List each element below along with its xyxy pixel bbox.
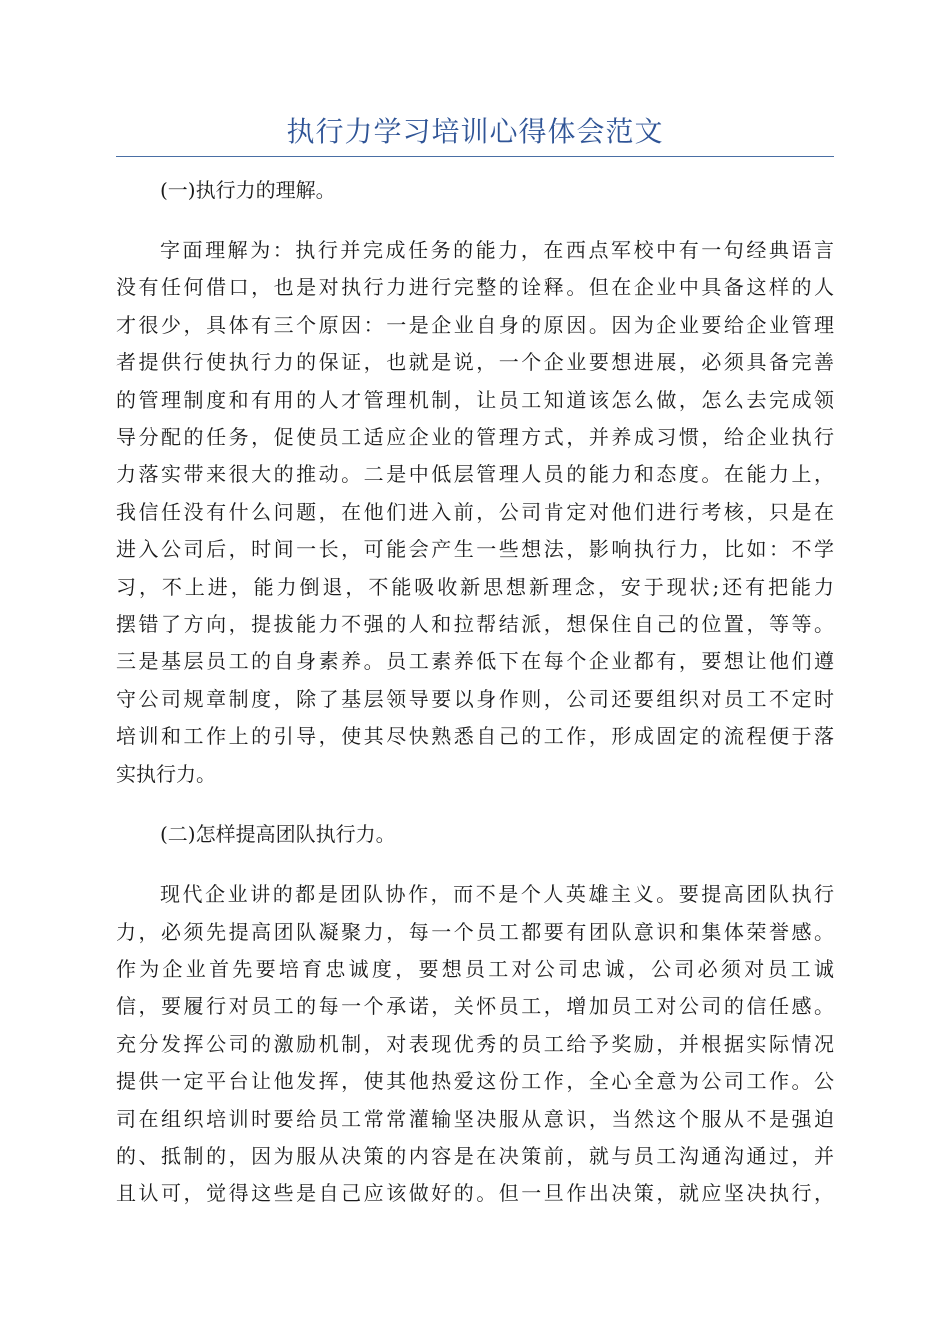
paragraph-line: 信，要履行对员工的每一个承诺，关怀员工，增加员工对公司的信任感。	[116, 994, 834, 1019]
document-title: 执行力学习培训心得体会范文	[286, 115, 664, 148]
paragraph-line: 我信任没有什么问题，在他们进入前，公司肯定对他们进行考核，只是在	[116, 499, 834, 524]
document-body	[116, 172, 834, 1236]
paragraph-line: 者提供行使执行力的保证，也就是说，一个企业要想进展，必须具备完善	[116, 350, 834, 375]
paragraph-line: 作为企业首先要培育忠诚度，要想员工对公司忠诚，公司必须对员工诚	[116, 956, 834, 981]
paragraph-line: 培训和工作上的引导，使其尽快熟悉自己的工作，形成固定的流程便于落	[116, 724, 834, 749]
paragraph-line: 且认可，觉得这些是自己应该做好的。但一旦作出决策，就应坚决执行，	[116, 1181, 834, 1206]
paragraph-line: 的、抵制的，因为服从决策的内容是在决策前，就与员工沟通沟通过，并	[116, 1143, 834, 1168]
paragraph-line: 三是基层员工的自身素养。员工素养低下在每个企业都有，要想让他们遵	[116, 649, 834, 674]
section-1-paragraph	[116, 232, 834, 793]
paragraph-line: 实执行力。	[116, 761, 216, 786]
paragraph-line: 才很少，具体有三个原因：一是企业自身的原因。因为企业要给企业管理	[116, 312, 834, 337]
paragraph-line: 力，必须先提高团队凝聚力，每一个员工都要有团队意识和集体荣誉感。	[116, 919, 834, 944]
paragraph-line: 力落实带来很大的推动。二是中低层管理人员的能力和态度。在能力上，	[116, 462, 834, 487]
section-2-heading: (二)怎样提高团队执行力。	[160, 822, 396, 847]
paragraph-line: 提供一定平台让他发挥，使其他热爱这份工作，全心全意为公司工作。公	[116, 1069, 834, 1094]
paragraph-line: 充分发挥公司的激励机制，对表现优秀的员工给予奖励，并根据实际情况	[116, 1031, 834, 1056]
paragraph-line: 习，不上进，能力倒退，不能吸收新思想新理念，安于现状;还有把能力	[116, 574, 834, 599]
paragraph-line: 摆错了方向，提拔能力不强的人和拉帮结派，想保住自己的位置，等等。	[116, 612, 834, 637]
paragraph-line: 导分配的任务，促使员工适应企业的管理方式，并养成习惯，给企业执行	[116, 425, 834, 450]
paragraph-line: 进入公司后，时间一长，可能会产生一些想法，影响执行力，比如：不学	[116, 537, 834, 562]
paragraph-line: 现代企业讲的都是团队协作，而不是个人英雄主义。要提高团队执行	[160, 882, 834, 907]
paragraph-line: 司在组织培训时要给员工常常灌输坚决服从意识，当然这个服从不是强迫	[116, 1106, 834, 1131]
paragraph-line: 字面理解为：执行并完成任务的能力，在西点军校中有一句经典语言	[160, 238, 834, 262]
paragraph-line: 守公司规章制度，除了基层领导要以身作则，公司还要组织对员工不定时	[116, 686, 834, 711]
section-2-paragraph	[116, 876, 834, 1213]
paragraph-line: 没有任何借口，也是对执行力进行完整的诠释。但在企业中具备这样的人	[116, 275, 834, 300]
paragraph-line: 的管理制度和有用的人才管理机制，让员工知道该怎么做，怎么去完成领	[116, 387, 834, 412]
section-1-heading: (一)执行力的理解。	[160, 178, 336, 202]
title-block	[116, 112, 834, 157]
